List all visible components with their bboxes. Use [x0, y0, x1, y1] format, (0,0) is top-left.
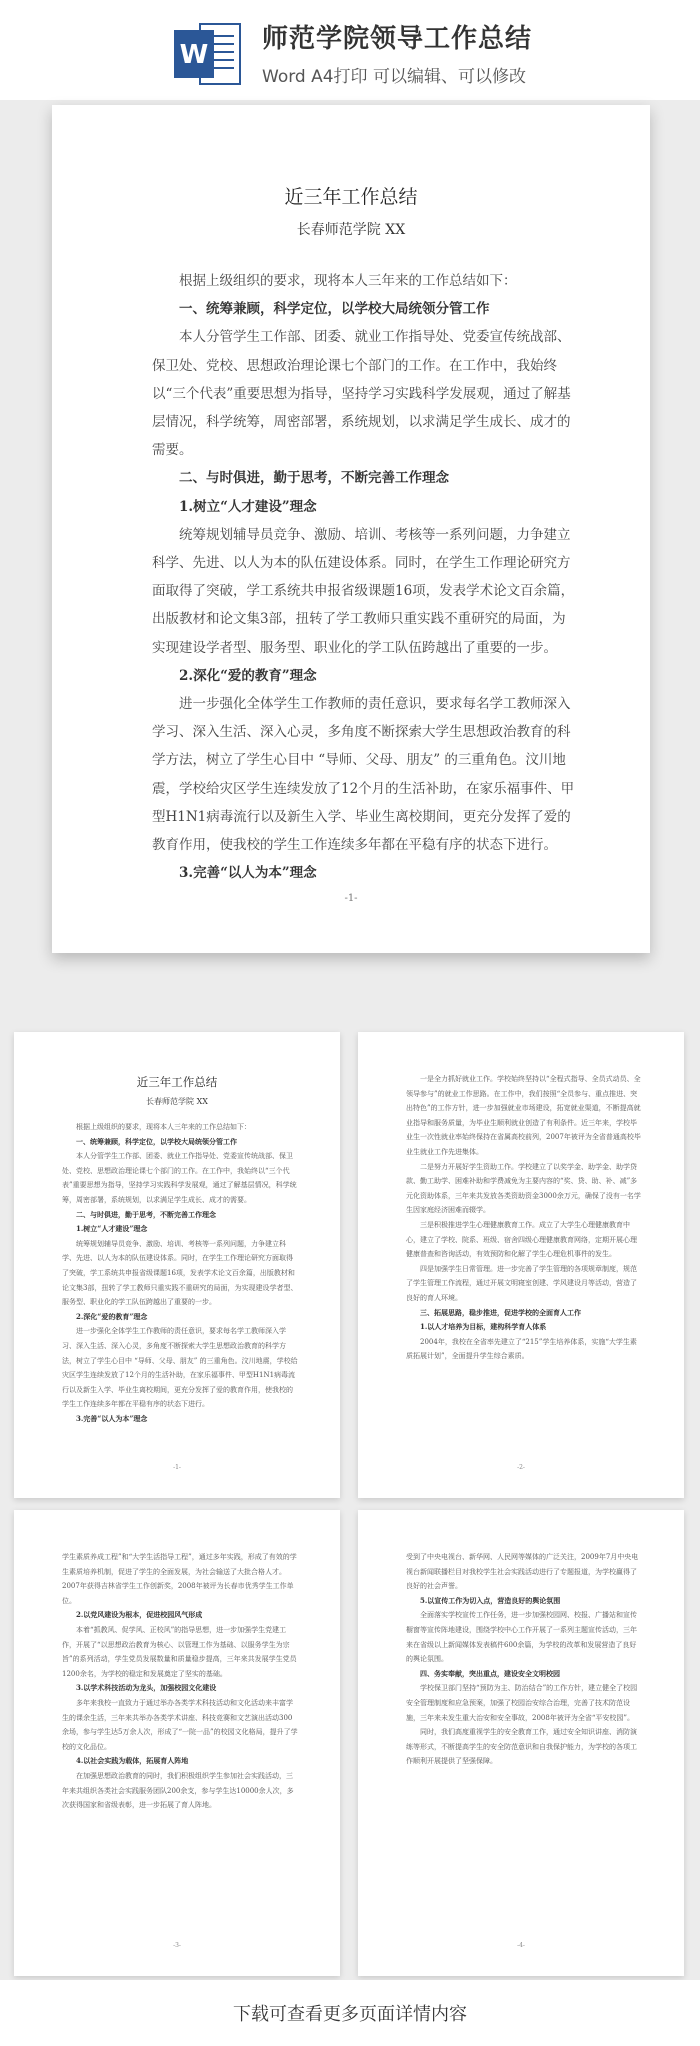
thumbnail-heading: 3.完善“以人为本”理念	[76, 1413, 148, 1423]
thumbnail-paragraph: 本人分管学生工作部、团委、就业工作指导处、党委宣传统战部、保卫处、党校、思想政治理论课七个部门的工作。在工作中，我始终以“三个代表”重要思想为指导，坚持学习实践科学发展观，通过了解基层情况，科学统筹，周密部署，系统规划，以求满足学生成长、成才的需要。	[62, 1152, 297, 1204]
body-paragraph: 进一步强化全体学生工作教师的责任意识，要求每名学工教师深入学习、深入生活、深入心灵，多角度不断探索大学生思想政治教育的科学方法，树立了学生心目中 “导师、父母、朋友” 的三重角色。汶川地震，学校给灾区学生连续发放了12个月的生活补助，在家乐福事件、甲型H1N1病毒流行以及新生入学、毕业生离校期间，更充分发挥了爱的教育作用，使我校的学生工作连续多年都在平稳有序的状态下进行。	[152, 696, 575, 854]
page-thumbnail-2[interactable]	[358, 1032, 684, 1498]
thumbnail-heading: 一、统筹兼顾，科学定位，以学校大局统领分管工作	[76, 1136, 237, 1146]
thumbnail-paragraph: 四是加强学生日常管理。进一步完善了学生管理的各项规章制度，规范了学生管理工作流程，通过开展文明寝室创建、学风建设月等活动，营造了良好的育人环境。	[406, 1264, 637, 1302]
document-body	[152, 267, 576, 887]
thumbnail-paragraph: 进一步强化全体学生工作教师的责任意识，要求每名学工教师深入学习、深入生活、深入心灵，多角度不断探索大学生思想政治教育的科学方法，树立了学生心目中 “导师、父母、朋友” 的三重角色。汶川地震，学校给灾区学生连续发放了12个月的生活补助，在家乐福事件、甲型H1N1病毒流行以及新生入学、毕业生离校期间，更充分发挥了爱的教育作用，使我校的学生工作连续多年都在平稳有序的状态下进行。	[62, 1327, 298, 1409]
thumbnail-paragraph: 在加强思想政治教育的同时，我们积极组织学生参加社会实践活动，三年来共组织各类社会实践服务团队200余支，参与学生达10000余人次，多次获得国家和省级表彰，进一步拓展了育人阵地。	[62, 1771, 294, 1810]
thumbnail-paragraph: 学生素质养成工程”和“大学生活指导工程”，通过多年实践，形成了有效的学生素质培养机制，促进了学生的全面发展，为社会输送了大批合格人才。2007年获得吉林省学生工作创新奖，2008年被评为长春市优秀学生工作单位。	[62, 1553, 297, 1605]
subsection-heading: 1.树立“人才建设”理念	[179, 498, 317, 515]
intro-paragraph: 根据上级组织的要求，现将本人三年来的工作总结如下：	[179, 273, 517, 289]
body-paragraph: 本人分管学生工作部、团委、就业工作指导处、党委宣传统战部、保卫处、党校、思想政治理论课七个部门的工作。在工作中，我始终以“三个代表”重要思想为指导，坚持学习实践科学发展观，通过了解基层情况，科学统筹，周密部署，系统规划，以求满足学生成长、成才的需要。	[152, 329, 571, 459]
thumbnail-body	[406, 1550, 642, 1769]
subsection-heading: 2.深化“爱的教育”理念	[179, 667, 317, 684]
thumbnail-heading: 4.以社会实践为载体，拓展育人阵地	[76, 1756, 189, 1766]
thumbnail-paragraph: 多年来我校一直致力于通过举办各类学术科技活动和文化活动来丰富学生的课余生活，三年来共举办各类学术讲座、科技竞赛和文艺演出活动300余场，参与学生达5万余人次，形成了“一院一品”的校园文化格局，提升了学校的文化品位。	[62, 1698, 298, 1751]
header-subtitle: Word A4打印 可以编辑、可以修改	[262, 67, 526, 87]
thumbnail-page-number: -1-	[173, 1464, 181, 1471]
page-thumbnail-3[interactable]	[14, 1510, 340, 1976]
thumbnail-body	[406, 1072, 642, 1364]
thumbnail-paragraph: 同时，我们高度重视学生的安全教育工作，通过安全知识讲座、消防演练等形式，不断提高学生的安全防范意识和自我保护能力，为学校的各项工作顺利开展提供了坚强保障。	[406, 1728, 637, 1766]
document-page-main	[52, 105, 650, 953]
thumbnail-author: 长春师范学院 XX	[146, 1097, 208, 1106]
thumbnail-paragraph: 根据上级组织的要求，现将本人三年来的工作总结如下：	[76, 1123, 251, 1131]
word-document-icon	[172, 20, 242, 88]
thumbnail-paragraph: 统筹规划辅导员竞争、激励、培训、考核等一系列问题，力争建立科学、先进、以人为本的队伍建设体系。同时，在学生工作理论研究方面取得了突破，学工系统共申报省级课题16项，发表学术论文百余篇，出版教材和论文集3部，扭转了学工教师只重实践不重研究的局面，为实现建设学者型、服务型、职业化的学工队伍跨越出了重要的一步。	[62, 1239, 298, 1307]
header-title: 师范学院领导工作总结	[262, 24, 533, 54]
thumbnail-body	[62, 1550, 298, 1813]
thumbnail-heading: 二、与时俱进，勤于思考，不断完善工作理念	[76, 1209, 216, 1219]
thumbnail-body	[62, 1120, 298, 1426]
thumbnail-heading: 3.以学术科技活动为龙头，加强校园文化建设	[76, 1683, 217, 1693]
thumbnail-page-number: -4-	[517, 1942, 525, 1949]
document-title: 近三年工作总结	[284, 186, 418, 208]
subsection-heading: 3.完善“以人为本”理念	[179, 865, 317, 882]
thumbnail-heading: 2.以党风建设为根本，促进校园风气形成	[76, 1610, 203, 1620]
thumbnail-heading: 四、务实奉献，突出重点，建设安全文明校园	[420, 1668, 560, 1678]
document-author: 长春师范学院 XX	[296, 222, 406, 238]
thumbnail-page-number: -2-	[517, 1464, 525, 1471]
thumbnail-paragraph: 一是全力抓好就业工作。学校始终坚持以“全程式指导、全员式动员、全领导参与”的就业工作思路。在工作中，我们按照“全员参与、重点推进、突出特色”的工作方针，进一步加强就业市场建设，拓宽就业渠道，不断提高就业指导和服务质量，为毕业生顺利就业创造了有利条件。近三年来，学校毕业生一次性就业率始终保持在省属高校前列，2007年被评为全省普通高校毕业生就业工作先进集体。	[406, 1075, 641, 1156]
thumbnail-heading: 1.以人才培养为目标，建构科学育人体系	[420, 1322, 547, 1332]
thumbnail-page-number: -3-	[173, 1942, 181, 1949]
thumbnail-heading: 1.树立“人才建设”理念	[76, 1224, 148, 1234]
page-thumbnail-1[interactable]	[14, 1032, 340, 1498]
footer	[0, 1980, 700, 2046]
thumbnail-title: 近三年工作总结	[136, 1075, 218, 1089]
section-heading: 一、统筹兼顾，科学定位，以学校大局统领分管工作	[179, 301, 490, 318]
thumbnail-paragraph: 学校保卫部门坚持“预防为主、防治结合”的工作方针，建立健全了校园安全管理制度和应急预案，加强了校园治安综合治理，完善了技术防范设施，三年来未发生重大治安和安全事故，2008年被评为全省“平安校园”。	[406, 1684, 638, 1722]
section-heading: 二、与时俱进，勤于思考，不断完善工作理念	[179, 470, 449, 487]
thumbnail-heading: 2.深化“爱的教育”理念	[76, 1311, 148, 1321]
thumbnail-paragraph: 三是积极推进学生心理健康教育工作。成立了大学生心理健康教育中心，建立了学校、院系、班级、宿舍四级心理健康教育网络，定期开展心理健康普查和咨询活动，有效预防和化解了学生心理危机事件的发生。	[406, 1220, 637, 1259]
word-logo-letter: W	[179, 40, 209, 70]
page-number: -1-	[344, 893, 358, 904]
thumbnail-heading: 三、拓展思路，稳步推进，促进学校的全面育人工作	[420, 1307, 581, 1317]
thumbnail-heading: 5.以宣传工作为切入点，营造良好的舆论氛围	[420, 1595, 561, 1605]
thumbnail-paragraph: 本着“抓教风、促学风、正校风”的指导思想，进一步加强学生党建工作，开展了“以思想政治教育为核心、以管理工作为基础、以服务学生为宗旨”的系列活动，学生党员发展数量和质量稳步提高，三年来共发展学生党员1200余名，为学校的稳定和发展奠定了坚实的基础。	[62, 1625, 297, 1678]
download-more-link[interactable]: 下载可查看更多页面详情内容	[233, 2004, 467, 2025]
thumbnail-paragraph: 全面落实学校宣传工作任务，进一步加强校园网、校报、广播站和宣传橱窗等宣传阵地建设，围绕学校中心工作开展了一系列主题宣传活动，三年来在省级以上新闻媒体发表稿件600余篇，为学校的改革和发展营造了良好的舆论氛围。	[406, 1611, 637, 1664]
thumbnail-paragraph: 2004年，我校在全省率先建立了“215”学生培养体系，实施“大学生素质拓展计划”，全面提升学生综合素质。	[406, 1337, 637, 1361]
thumbnail-paragraph: 二是努力开展好学生资助工作。学校建立了以奖学金、助学金、助学贷款、勤工助学、困难补助和学费减免为主要内容的“奖、贷、助、补、减”多元化资助体系，三年来共发放各类资助资金3000余万元，确保了没有一名学生因家庭经济困难而辍学。	[406, 1162, 641, 1215]
page-thumbnail-4[interactable]	[358, 1510, 684, 1976]
thumbnail-paragraph: 受到了中央电视台、新华网、人民网等媒体的广泛关注，2009年7月中央电视台新闻联播栏目对我校学生社会实践活动进行了专题报道，为学校赢得了良好的社会声誉。	[406, 1553, 639, 1591]
header	[0, 0, 700, 100]
body-paragraph: 统筹规划辅导员竞争、激励、培训、考核等一系列问题，力争建立科学、先进、以人为本的队伍建设体系。同时，在学生工作理论研究方面取得了突破，学工系统共申报省级课题16项，发表学术论文百余篇，出版教材和论文集3部，扭转了学工教师只重实践不重研究的局面，为实现建设学者型、服务型、职业化的学工队伍跨越出了重要的一步。	[152, 526, 575, 656]
